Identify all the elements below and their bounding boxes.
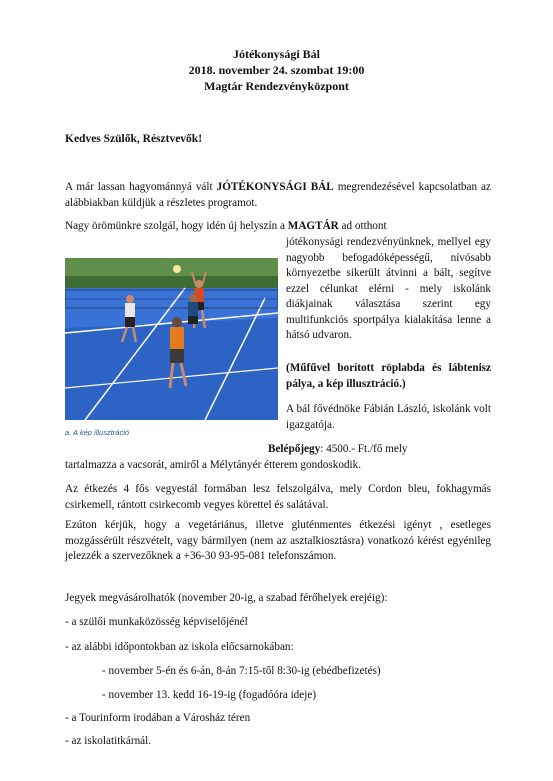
ticket-label: Belépőjegy [268, 443, 321, 455]
list-item: - az iskolatitkárnál. [65, 735, 152, 747]
list-item: - november 13. kedd 16-19-ig (fogadóóra ideje) [102, 689, 317, 701]
list-item: - november 5-én és 6-án, 8-án 7:15-től 8:30-ig (ebédbefizetés) [102, 665, 381, 677]
event-header [0, 46, 553, 94]
ticket-line [65, 442, 491, 458]
intro-text-post: megrendezésével kapcsolatban az alábbiakban küldjük a részletes programot. [65, 181, 491, 209]
venue-paragraph-continued: jótékonysági rendezvényünknek, mellyel egy nagyobb befogadóképességű, nívósabb környezetbe sikerült átvinni a bált, segítve ezzel célunkat elérni - mely iskolánk diákjainak választása szerint egy multifunkciós sportpálya kialakítása lenne a hátsó udvaron. [286, 236, 491, 341]
venue-text-pre: Nagy örömünkre szolgál, hogy idén új helyszín a [65, 220, 288, 232]
photo-caption: a. A kép illusztráció [65, 428, 130, 437]
intro-text-bold: JÓTÉKONYSÁGI BÁL [216, 181, 334, 193]
venue-text-post: ad otthont [338, 220, 387, 232]
tickets-intro: Jegyek megvásárolhatók (november 20-ig, a szabad férőhelyek erejéig): [65, 592, 388, 604]
event-title: Jótékonysági Bál [232, 47, 320, 61]
list-item: - a szülői munkaközösség képviselőjénél [65, 616, 248, 628]
venue-paragraph-first-line [65, 219, 491, 235]
dinner-paragraph: Az étkezés 4 fős vegyestál formában lesz felszolgálva, mely Cordon bleu, fokhagymás csirkemell, rántott csirkecomb vegyes körettel és salátával. [65, 483, 491, 511]
player-right [188, 294, 198, 324]
intro-text-pre: A már lassan hagyománnyá vált [65, 181, 217, 193]
sports-court-illustration [65, 258, 278, 420]
list-item: - a Tourinform irodában a Városház téren [65, 712, 251, 724]
ticket-continued: tartalmazza a vacsorát, amiről a Mélytányér étterem gondoskodik. [65, 458, 362, 471]
patron-text: A bál fővédnöke Fábián László, iskolánk volt igazgatója. [286, 403, 491, 431]
list-item: - az alábbi időpontokban az iskola előcsarnokában: [65, 641, 294, 653]
greeting: Kedves Szülők, Résztvevők! [65, 133, 203, 145]
event-date: 2018. november 24. szombat 19:00 [188, 63, 365, 77]
venue-text-bold: MAGTÁR [287, 220, 339, 232]
ticket-text: : 4500.- Ft./fő mely [320, 443, 408, 455]
event-venue: Magtár Rendezvényközpont [204, 79, 349, 93]
diet-paragraph: Ezúton kérjük, hogy a vegetáriánus, illetve gluténmentes étkezési igényt , esetleges mozgássérült részvételt, vagy bármilyen (nem az asztalkiosztásra) vonatkozó kérést egyénileg jelezzék a szervezőknek a +36-30 93-95-081 telefonszámon. [65, 519, 491, 562]
intro-paragraph [65, 180, 491, 211]
illustration-note: (Műfűvel borított röplabda és lábtenisz pálya, a kép illusztráció.) [286, 362, 491, 390]
sports-court-photo [65, 258, 278, 420]
ticket-paragraph [65, 442, 491, 473]
